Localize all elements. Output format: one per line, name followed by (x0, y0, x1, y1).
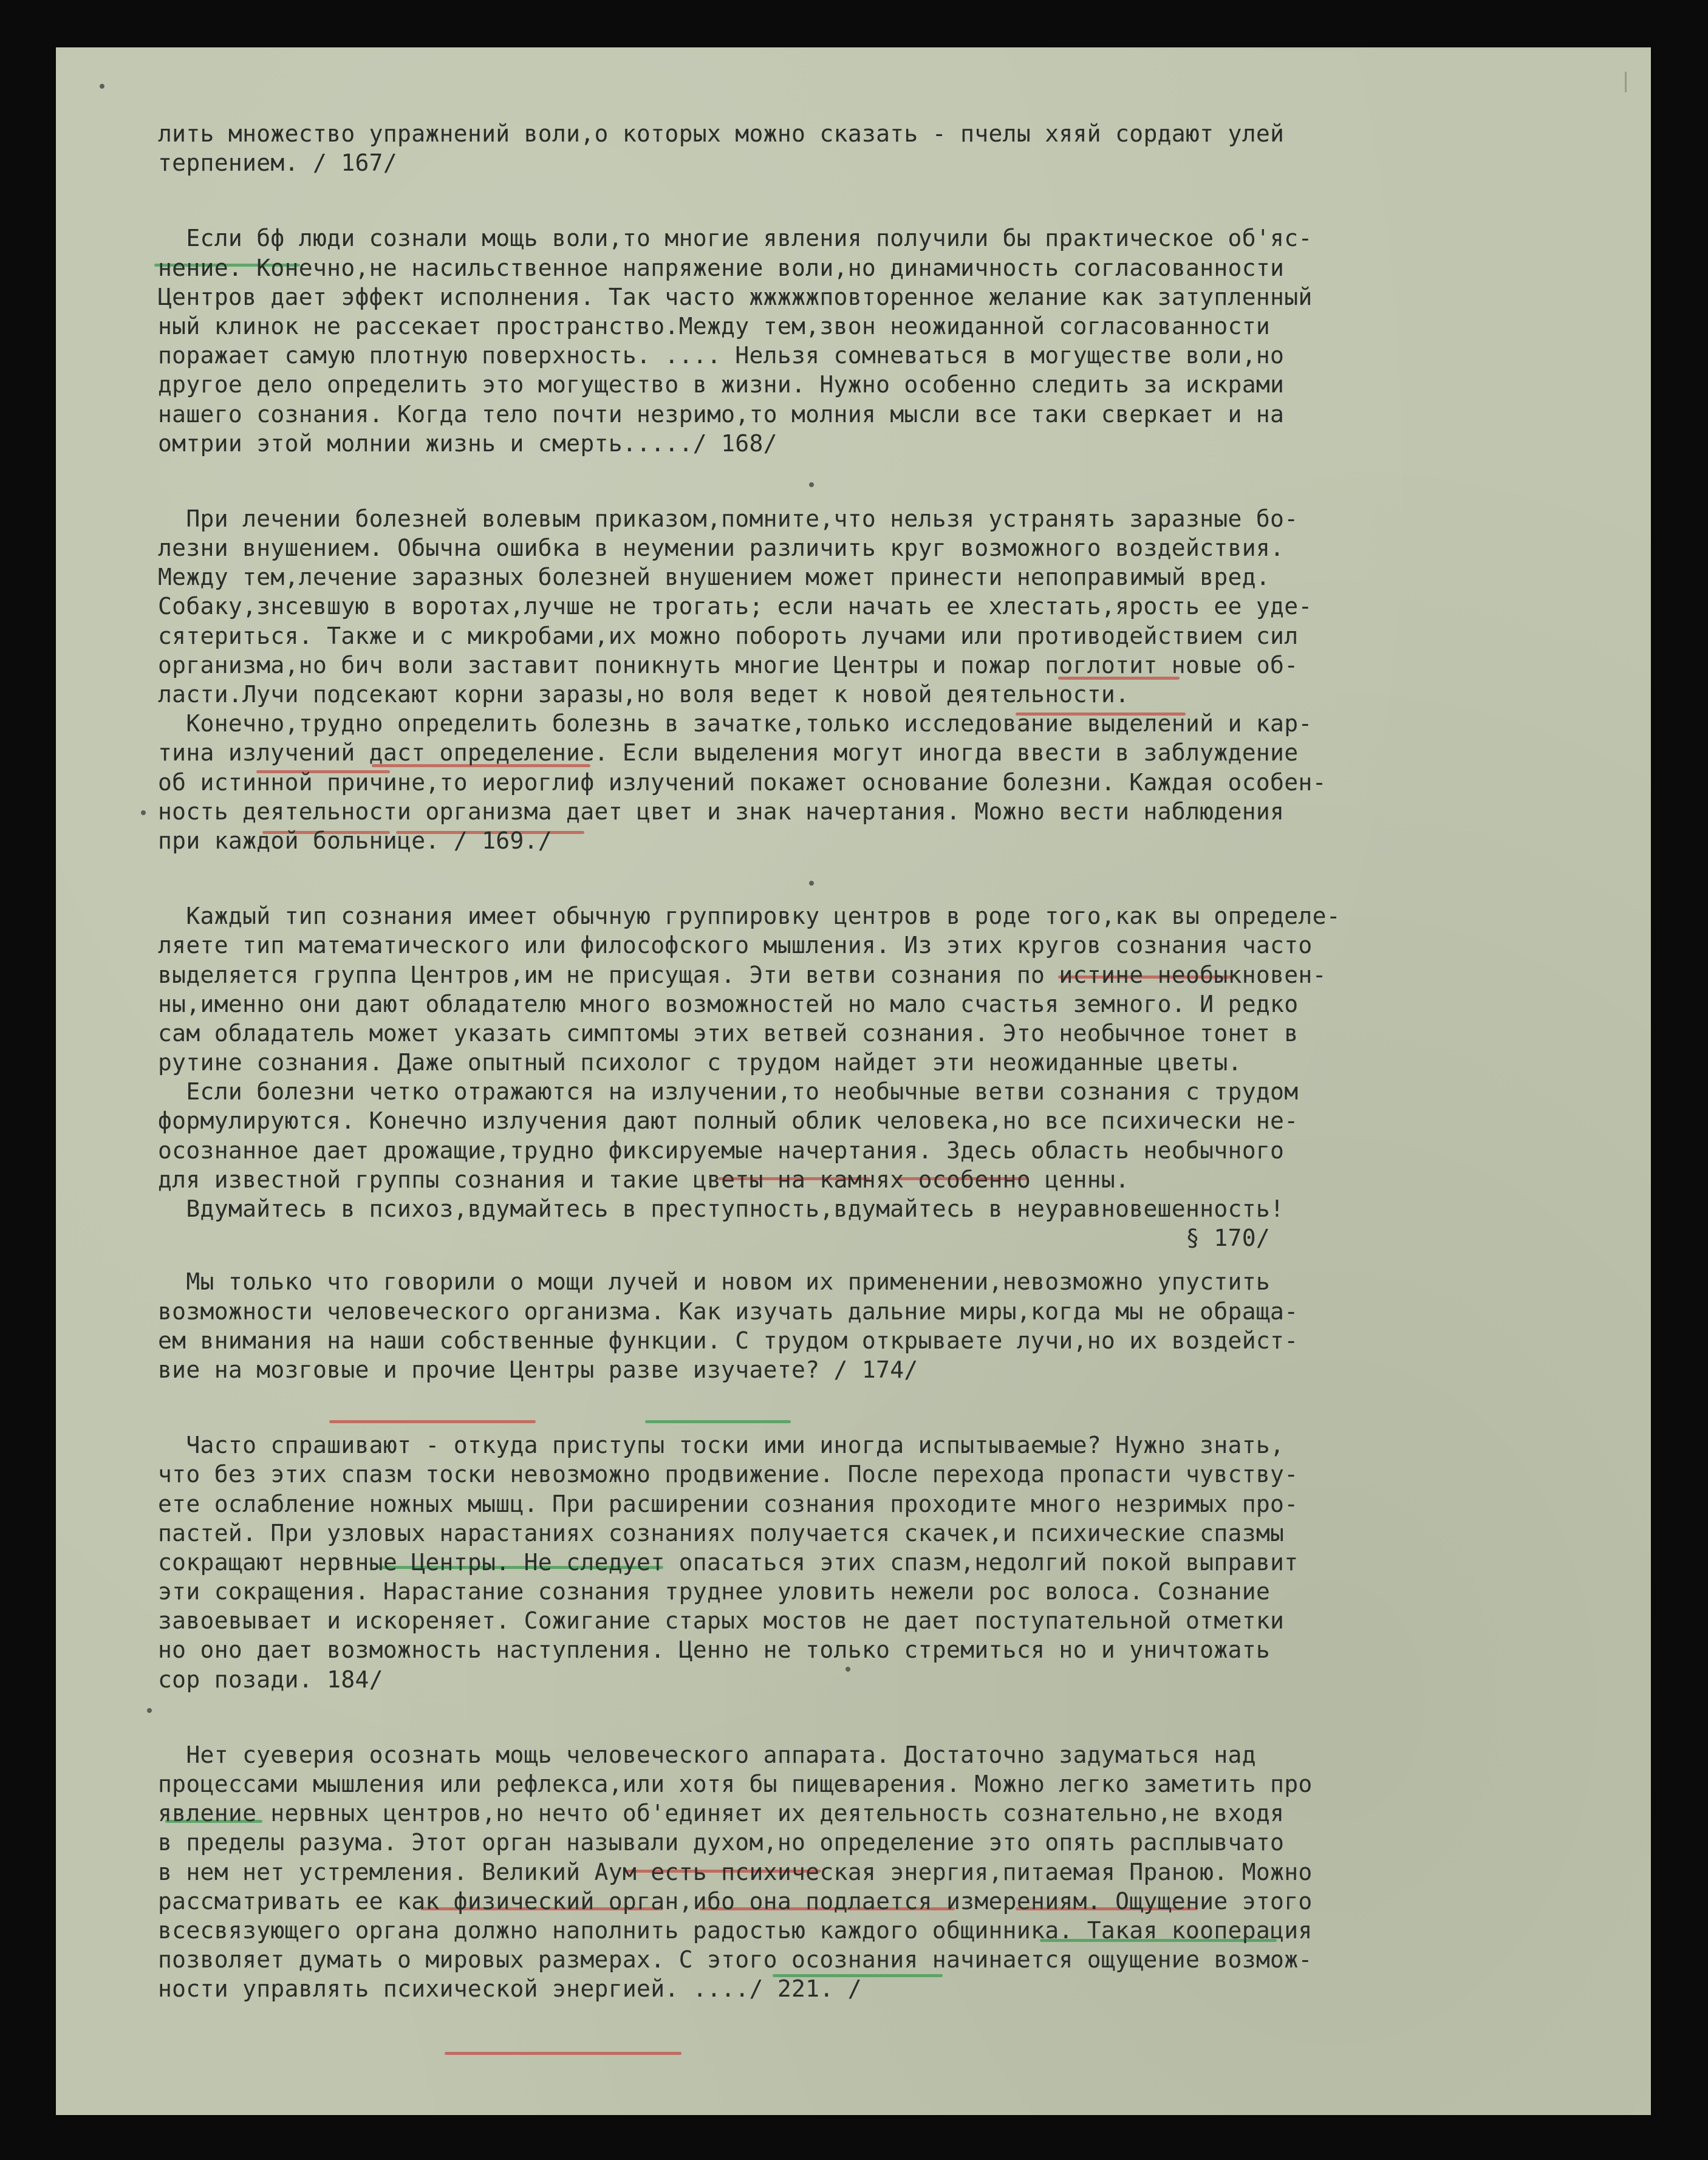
margin-dot (141, 810, 146, 815)
text-line: пастей. При узловых нарастаниях сознаниях получается скачек,и психические спазмы (158, 1519, 1285, 1547)
text-line: сор позади. 184/ (158, 1666, 383, 1693)
text-line: формулируются. Конечно излучения дают полный облик человека,но все психически не- (158, 1107, 1299, 1135)
text-line: эти сокращения. Нарастание сознания труднее уловить нежели рос волоса. Сознание (158, 1578, 1271, 1605)
text-line: рутине сознания. Даже опытный психолог с трудом найдет эти неожиданные цветы. (158, 1049, 1242, 1076)
text-line: позволяет думать о мировых размерах. С этого осознания начинается ощущение возмож- (158, 1946, 1313, 1974)
paragraph-6 (158, 1430, 1622, 1694)
text-line: ете ослабление ножных мышц. При расширении сознания проходите много незримых про- (158, 1490, 1299, 1517)
text-line: сокращают нервные Центры. Не следует опасаться этих спазм,недолгий покой выправит (158, 1548, 1299, 1576)
text-line: что без этих спазм тоски невозможно продвижение. После перехода пропасти чувству- (158, 1461, 1299, 1488)
text-line: терпением. / 167/ (158, 149, 398, 177)
paragraph-1 (158, 119, 1622, 177)
text-line: ляете тип математического или философского мышления. Из этих кругов сознания часто (158, 932, 1313, 959)
margin-dot (147, 1708, 152, 1713)
text-line: ны,именно они дают обладателю много возможностей но мало счастья земного. И редко (158, 990, 1299, 1017)
text-line: сам обладатель может указать симптомы этих ветвей сознания. Это необычное тонет в (158, 1019, 1299, 1047)
text-line: Между тем,лечение заразных болезней внушением может принести непоправимый вред. (158, 564, 1271, 591)
text-line: об истинной причине,то иероглиф излучений покажет основание болезни. Каждая особен- (158, 768, 1327, 796)
text-line: Если бф люди сознали мощь воли,то многие явления получили бы практическое об'яс- (158, 225, 1313, 252)
text-line: Нет суеверия осознать мощь человеческого аппарата. Достаточно задуматься над (158, 1741, 1256, 1768)
text-line: процессами мышления или рефлекса,или хотя бы пищеварения. Можно легко заметить про (158, 1771, 1313, 1797)
paragraph-7 (158, 1740, 1622, 2004)
text-line: тина излучений даст определение. Если выделения могут иногда ввести в заблуждение (158, 739, 1299, 767)
text-line: § 170/ (158, 1225, 1271, 1252)
text-line: ем внимания на наши собственные функции. С трудом открываете лучи,но их воздейст- (158, 1327, 1299, 1354)
text-line: сятериться. Также и с микробами,их можно побороть лучами или противодействием сил (158, 622, 1299, 649)
text-line: омтрии этой молнии жизнь и смерть...../ 168/ (158, 429, 777, 457)
text-line: вие на мозговые и прочие Центры разве изучаете? / 174/ (158, 1356, 918, 1383)
margin-dot (100, 84, 104, 89)
text-line: явление нервных центров,но нечто об'единяет их деятельность сознательно,не входя (158, 1800, 1285, 1827)
typewritten-text (158, 119, 1622, 2018)
text-line: поражает самую плотную поверхность. .... Нельзя сомневаться в могуществе воли,но (158, 342, 1285, 369)
text-line: другое дело определить это могущество в жизни. Нужно особенно следить за искрами (158, 371, 1285, 398)
text-line: Конечно,трудно определить болезнь в зачатке,только исследование выделений и кар- (158, 710, 1313, 737)
text-line: организма,но бич воли заставит поникнуть многие Центры и пожар поглотит новые об- (158, 651, 1299, 678)
paragraph-3 (158, 504, 1622, 855)
text-line: при каждой больнице. / 169./ (158, 827, 552, 854)
text-line: выделяется группа Центров,им не присущая. Эти ветви сознания по истине необыкновен- (158, 961, 1327, 988)
text-line: ности управлять психической энергией. ..../ 221. / (158, 1975, 862, 2003)
red-pencil-mark (445, 2052, 681, 2055)
text-line: нашего сознания. Когда тело почти незримо,то молния мысли все таки сверкает и на (158, 400, 1285, 428)
text-line: возможности человеческого организма. Как изучать дальние миры,когда мы не обраща- (158, 1297, 1299, 1325)
text-line: но оно дает возможность наступления. Ценно не только стремиться но и уничтожать (158, 1636, 1271, 1664)
text-line: рассматривать ее как физический орган,ибо она подлается измерениям. Ощущение этого (158, 1887, 1313, 1915)
paragraph-5 (158, 1267, 1622, 1384)
text-line: в нем нет устремления. Великий Аум есть психическая энергия,питаемая Праною. Можно (158, 1858, 1313, 1885)
text-line: Мы только что говорили о мощи лучей и новом их применении,невозможно упустить (158, 1268, 1271, 1296)
paragraph-4 (158, 901, 1622, 1253)
text-line: ность деятельности организма дает цвет и знак начертания. Можно вести наблюдения (158, 798, 1285, 825)
text-line: всесвязующего органа должно наполнить радостью каждого общинника. Такая кооперация (158, 1916, 1313, 1944)
text-line: Каждый тип сознания имеет обычную группировку центров в роде того,как вы определе- (158, 903, 1341, 930)
text-line: Если болезни четко отражаются на излучении,то необычные ветви сознания с трудом (158, 1078, 1299, 1106)
text-line: При лечении болезней волевым приказом,помните,что нельзя устранять заразные бо- (158, 505, 1299, 532)
text-line: осознанное дает дрожащие,трудно фиксируемые начертания. Здесь область необычного (158, 1136, 1285, 1164)
text-line: в пределы разума. Этот орган называли духом,но определение это опять расплывчато (158, 1829, 1285, 1856)
archival-page (56, 47, 1651, 2115)
text-line: ласти.Лучи подсекают корни заразы,но воля ведет к новой деятельности. (158, 681, 1130, 708)
text-line: завоевывает и искореняет. Сожигание старых мостов не дает поступательной отметки (158, 1607, 1285, 1635)
text-line: нение. Конечно,не насильственное напряжение воли,но динамичность согласованности (158, 254, 1285, 281)
text-line: лить множество упражнений воли,о которых можно сказать - пчелы хяяй сордают улей (158, 120, 1285, 147)
text-line: ный клинок не рассекает пространство.Между тем,звон неожиданной согласованности (158, 312, 1271, 340)
text-line: лезни внушением. Обычна ошибка в неумении различить круг возможного воздействия. (158, 535, 1285, 562)
text-line: Часто спрашивают - откуда приступы тоски ими иногда испытываемые? Нужно знать, (158, 1432, 1285, 1459)
page-corner-mark (1625, 72, 1640, 92)
text-line: Вдумайтесь в психоз,вдумайтесь в преступность,вдумайтесь в неуравновешенность! (158, 1195, 1285, 1222)
text-line: Центров дает эффект исполнения. Так часто жжжжжповторенное желание как затупленный (158, 283, 1313, 310)
paragraph-2 (158, 224, 1622, 458)
text-line: для известной группы сознания и такие цветы на камнях особенно ценны. (158, 1166, 1130, 1193)
text-line: Собаку,знсевшую в воротах,лучше не трогать; если начать ее хлестать,ярость ее уде- (158, 593, 1313, 620)
